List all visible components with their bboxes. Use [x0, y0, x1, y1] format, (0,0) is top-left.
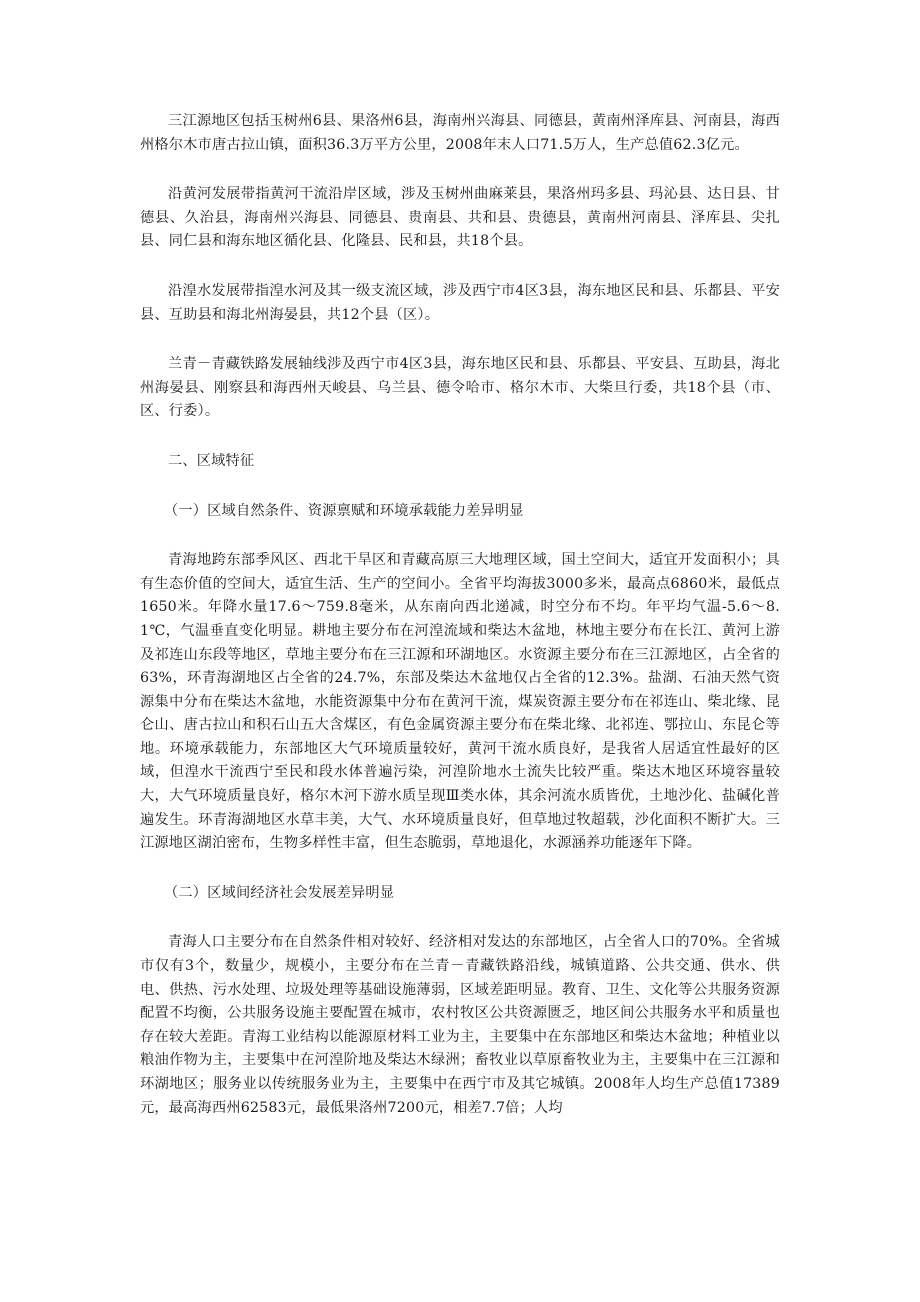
section-heading-regional-features: 二、区域特征: [168, 452, 255, 469]
paragraph-yellow-river-belt: 沿黄河发展带指黄河干流沿岸区域，涉及玉树州曲麻莱县，果洛州玛多县、玛沁县、达日县、甘德县、久治县，海南州兴海县、同德县、贵南县、共和县、贵德县，黄南州河南县、泽库县、尖扎县、同仁县和海东地区循化县、化隆县、民和县，共18个县。: [140, 186, 780, 250]
paragraph-economic-differences: 青海人口主要分布在自然条件相对较好、经济相对发达的东部地区，占全省人口的70%。全省城市仅有3个，数量少，规模小，主要分布在兰青－青藏铁路沿线，城镇道路、公共交通、供水、供电、供热、污水处理、垃圾处理等基础设施薄弱，区域差距明显。教育、卫生、文化等公共服务资源配置不均衡，公共服务设施主要配置在城市，农村牧区公共资源匮乏，地区间公共服务水平和质量也存在较大差距。青海工业结构以能源原材料工业为主，主要集中在东部地区和柴达木盆地；种植业以粮油作物为主，主要集中在河湟阶地及柴达木绿洲；畜牧业以草原畜牧业为主，主要集中在三江源和环湖地区；服务业以传统服务业为主，主要集中在西宁市及其它城镇。2008年人均生产总值17389元，最高海西州62583元，最低果洛州7200元，相差7.7倍；人均: [140, 934, 780, 1116]
subsection-heading-economic-differences: （二）区域间经济社会发展差异明显: [164, 884, 395, 901]
paragraph-natural-conditions: 青海地跨东部季风区、西北干旱区和青藏高原三大地理区域，国土空间大，适宜开发面积小；具有生态价值的空间大，适宜生活、生产的空间小。全省平均海拔3000多米，最高点6860米，最低点1650米。年降水量17.6～759.8毫米，从东南向西北递减，时空分布不均。年平均气温-5.6～8.1℃，气温垂直变化明显。耕地主要分布在河湟流域和柴达木盆地，林地主要分布在长江、黄河上游及祁连山东段等地区，草地主要分布在三江源和环湖地区。水资源主要分布在三江源地区，占全省的63%，环青海湖地区占全省的24.7%，东部及柴达木盆地仅占全省的12.3%。盐湖、石油天然气资源集中分布在柴达木盆地，水能资源集中分布在黄河干流，煤炭资源主要分布在祁连山、柴北缘、昆仑山、唐古拉山和积石山五大含煤区，有色金属资源主要分布在柴北缘、北祁连、鄂拉山、东昆仑等地。环境承载能力，东部地区大气环境质量较好，黄河干流水质良好，是我省人居适宜性最好的区域，但湟水干流西宁至民和段水体普遍污染，河湟阶地水土流失比较严重。柴达木地区环境容量较大，大气环境质量良好，格尔木河下游水质呈现Ⅲ类水体，其余河流水质皆优，土地沙化、盐碱化普遍发生。环青海湖地区水草丰美，大气、水环境质量良好，但草地过牧超载，沙化面积不断扩大。三江源地区湖泊密布，生物多样性丰富，但生态脆弱，草地退化，水源涵养功能逐年下降。: [140, 552, 780, 852]
document-page: [140, 110, 780, 1120]
subsection-heading-natural-conditions: （一）区域自然条件、资源禀赋和环境承载能力差异明显: [164, 502, 524, 519]
paragraph-sanjiangyuan: 三江源地区包括玉树州6县、果洛州6县，海南州兴海县、同德县，黄南州泽库县、河南县，海西州格尔木市唐古拉山镇，面积36.3万平方公里，2008年末人口71.5万人，生产总值62.3亿元。: [140, 113, 780, 153]
paragraph-huangshui-belt: 沿湟水发展带指湟水河及其一级支流区域，涉及西宁市4区3县，海东地区民和县、乐都县、平安县、互助县和海北州海晏县，共12个县（区）。: [140, 282, 780, 323]
paragraph-railway-axis: 兰青－青藏铁路发展轴线涉及西宁市4区3县，海东地区民和县、乐都县、平安县、互助县，海北州海晏县、刚察县和海西州天峻县、乌兰县、德令哈市、格尔木市、大柴旦行委，共18个县（市、区、行委）。: [140, 356, 780, 420]
